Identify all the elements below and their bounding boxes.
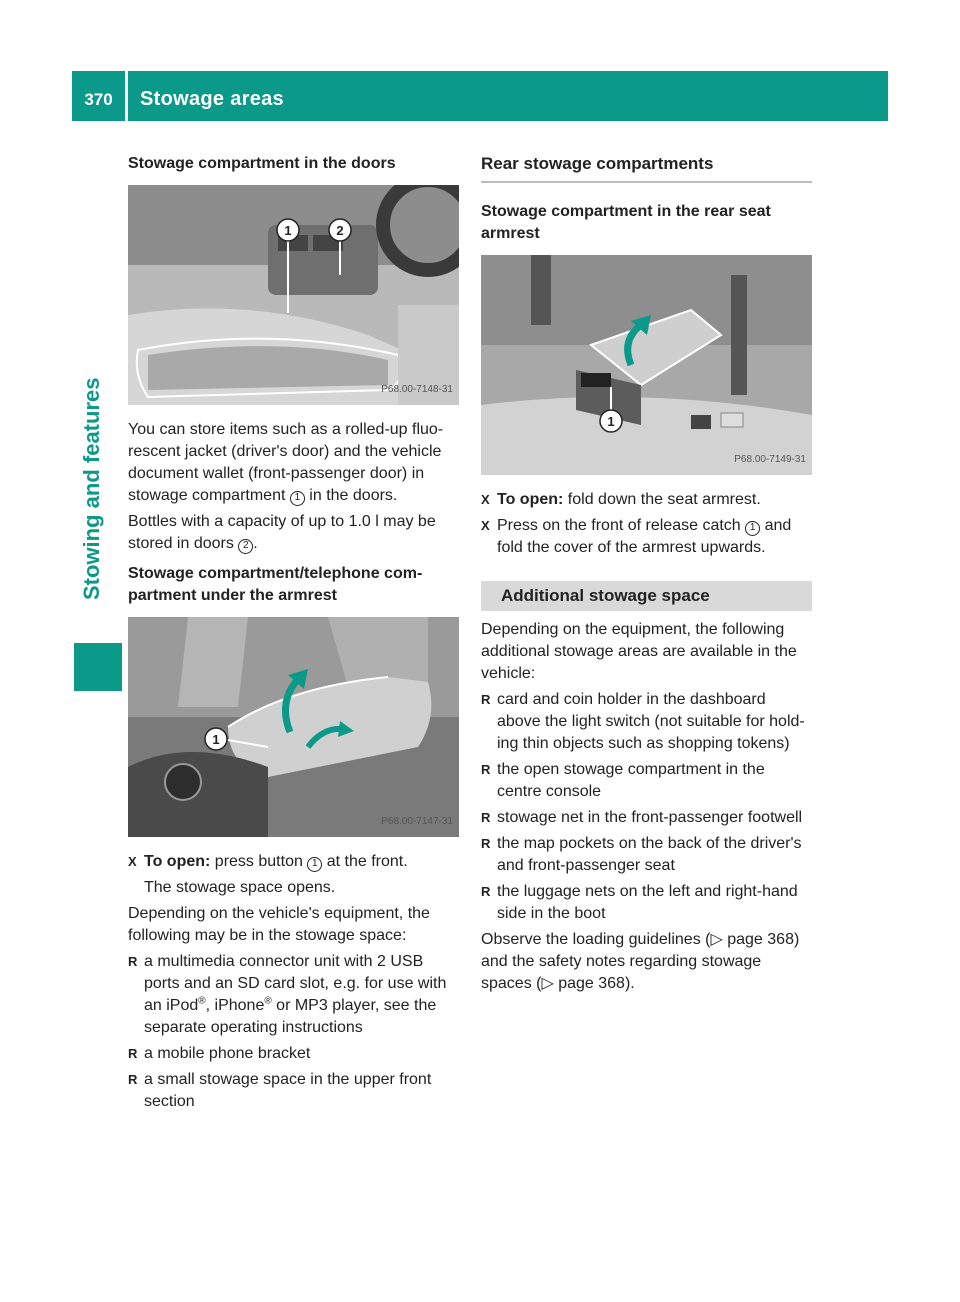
heading-rear-armrest: Stowage compartment in the rear seat armrest	[481, 203, 771, 242]
callout-1: 1	[607, 414, 615, 429]
rear-armrest-photo	[481, 255, 812, 475]
page-title: Stowage areas	[140, 88, 284, 110]
step-open-rear-1: X To open: fold down the seat armrest.	[481, 489, 812, 511]
list-item: R a multimedia connector unit with 2 USB ports and an SD card slot, e.g. for use with an iPod®, iPhone® or MP3 player, see the separate operating instructions	[128, 951, 459, 1039]
paragraph-observe: Observe the loading guidelines (▷ page 368) and the safety notes regarding stowage spaces (▷ page 368).	[481, 931, 800, 992]
page-reference-link[interactable]: ▷ page 368	[710, 931, 794, 948]
header-divider	[125, 71, 128, 121]
heading-armrest-compartment: Stowage compartment/telephone com-partment under the armrest	[128, 565, 423, 604]
callout-1-inline: 1	[290, 491, 305, 506]
heading-door-compartment: Stowage compartment in the doors	[128, 155, 396, 172]
step-open-armrest: X To open: press button 1 at the front.	[128, 851, 459, 873]
list-item: R the open stowage compartment in the centre console	[481, 759, 812, 803]
callout-2: 2	[336, 223, 344, 238]
heading-rear-compartments: Rear stowage compartments	[481, 153, 812, 183]
step-result: The stowage space opens.	[144, 879, 336, 896]
list-item: R stowage net in the front-passenger footwell	[481, 807, 812, 829]
left-column	[128, 153, 459, 1117]
paragraph-bottles: Bottles with a capacity of up to 1.0 l may be stored in doors 2 .	[128, 513, 436, 552]
callout-1-inline: 1	[745, 521, 760, 536]
chapter-tab: Stowing and features	[79, 377, 104, 600]
right-column	[481, 153, 812, 999]
list-item: R a small stowage space in the upper front section	[128, 1069, 459, 1113]
heading-additional-stowage: Additional stowage space	[481, 581, 812, 611]
chapter-marker	[74, 643, 122, 691]
callout-1: 1	[284, 223, 292, 238]
paragraph-door-items: You can store items such as a rolled-up fluo-rescent jacket (driver's door) and the vehicle document wallet (front-passenger door) in stowage compartment 1 in the doors.	[128, 421, 444, 504]
paragraph-equipment: Depending on the vehicle's equipment, the following may be in the stowage space:	[128, 905, 430, 944]
armrest-photo	[128, 617, 459, 837]
callout-1: 1	[212, 732, 220, 747]
page-reference-link[interactable]: ▷ page 368	[541, 975, 625, 992]
list-item: R the map pockets on the back of the driver's and front-passenger seat	[481, 833, 812, 877]
image-code: P68.00-7147-31	[381, 816, 453, 827]
list-item: R the luggage nets on the left and right-hand side in the boot	[481, 881, 812, 925]
list-item: R a mobile phone bracket	[128, 1043, 459, 1065]
image-code: P68.00-7149-31	[734, 454, 806, 465]
page-number: 370	[72, 71, 125, 121]
paragraph-additional-intro: Depending on the equipment, the following additional stowage areas are available in the vehicle:	[481, 621, 797, 682]
step-open-rear-2: X Press on the front of release catch 1 and fold the cover of the armrest upwards.	[481, 515, 812, 559]
callout-2-inline: 2	[238, 539, 253, 554]
list-item: R card and coin holder in the dashboard above the light switch (not suitable for hold-ing thin objects such as shopping tokens)	[481, 689, 812, 755]
callout-1-inline: 1	[307, 857, 322, 872]
door-compartment-photo	[128, 185, 459, 405]
image-code: P68.00-7148-31	[381, 384, 453, 395]
